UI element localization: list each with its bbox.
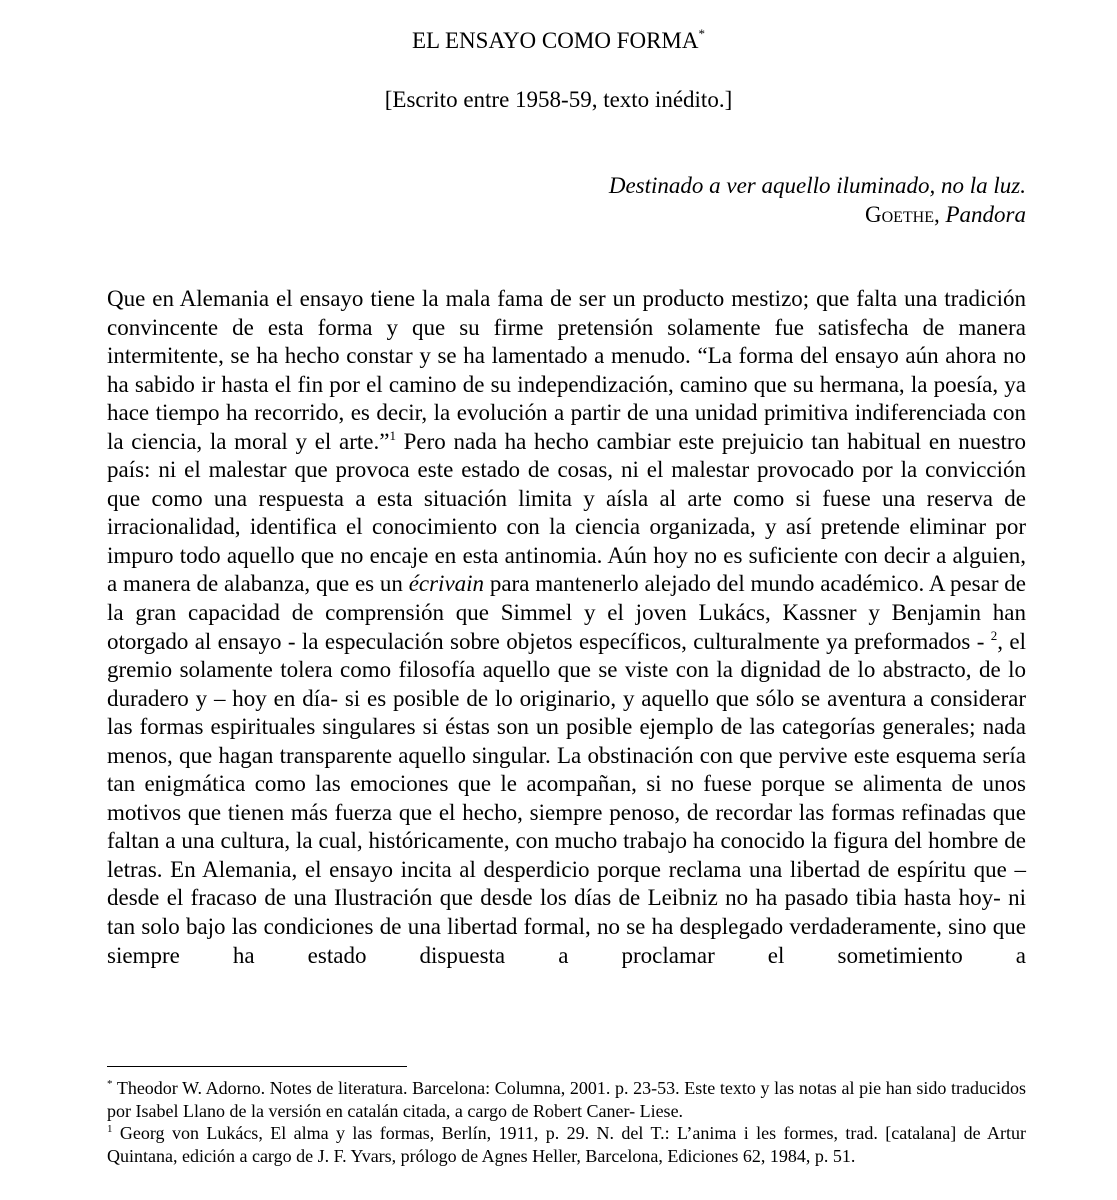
epigraph	[326, 171, 1026, 229]
epigraph-work: Pandora	[945, 202, 1026, 227]
footnote-text-1: Georg von Lukács, El alma y las formas, Berlín, 1911, p. 29. N. del T.: L’anima i les formes, trad. [catalana] de Artur Quintana, edición a cargo de J. F. Yvars, prólogo de Agnes Heller, Barcelona, Ediciones 62, 1984, p. 51.	[107, 1123, 1026, 1166]
footnote-separator	[107, 1066, 407, 1067]
footnote-ref-1[interactable]: 1	[389, 427, 396, 443]
body-paragraph	[107, 285, 1026, 970]
footnote-mark-1: 1	[107, 1123, 113, 1135]
footnote-item	[107, 1077, 1026, 1122]
essay-title	[0, 26, 1117, 56]
footnote-ref-2[interactable]: 2	[990, 627, 998, 643]
essay-title-text: EL ENSAYO COMO FORMA	[412, 28, 699, 53]
epigraph-quote: Destinado a ver aquello iluminado, no la luz.	[608, 173, 1026, 198]
footnote-item	[107, 1122, 1026, 1167]
body-text-part-3: para mantenerlo alejado del mundo académico. A pesar de la gran capacidad de comprensión que Simmel y el joven Lukács, Kassner y Benjamin han otorgado al ensayo - la especulación sobre objetos específicos, culturalmente ya preformados -	[107, 571, 1026, 654]
body-text-part-2: Pero nada ha hecho cambiar este prejuicio tan habitual en nuestro país: ni el malestar que provoca este estado de cosas, ni el malestar provocado por la convicción que como una respuesta a esta situación limita y aísla al arte como si fuese una reserva de irracionalidad, identifica el conocimiento con la ciencia organizada, y así pretende eliminar por impuro todo aquello que no encaje en esta antinomia. Aún hoy no es suficiente con decir a alguien, a manera de alabanza, que es un	[107, 428, 1027, 597]
epigraph-author: Goethe	[864, 202, 934, 227]
essay-subtitle: [Escrito entre 1958-59, texto inédito.]	[384, 87, 733, 112]
footnote-mark-star: *	[107, 1078, 113, 1090]
epigraph-attribution	[326, 200, 1026, 229]
epigraph-separator: ,	[934, 202, 946, 227]
body-text-part-4: , el gremio solamente tolera como filosofía aquello que se viste con la dignidad de lo abstracto, de lo duradero y – hoy en día- si es posible de lo originario, y aquello que sólo se aventura a considerar las formas espirituales singulares si éstas son un posible ejemplo de las categorías generales; nada menos, que hagan transparente aquello singular. La obstinación con que pervive este esquema sería tan enigmática como las emociones que le acompañan, si no fuese porque se alimenta de unos motivos que tienen más fuerza que el hecho, siempre penoso, de recordar las formas refinadas que faltan a una cultura, la cual, históricamente, con mucho trabajo ha conocido la figura del hombre de letras. En Alemania, el ensayo incita al desperdicio porque reclama una libertad de espíritu que – desde el fracaso de una Ilustración que desde los días de Leibniz no ha pasado tibia hasta hoy- ni tan solo bajo las condiciones de una libertad formal, no se ha desplegado verdaderamente, sino que siempre ha estado dispuesta a proclamar el sometimiento a	[107, 628, 1026, 968]
title-footnote-mark[interactable]: *	[698, 26, 705, 41]
footnote-text-star: Theodor W. Adorno. Notes de literatura. Barcelona: Columna, 2001. p. 23-53. Este texto y las notas al pie han sido traducidos por Isabel Llano de la versión en catalán citada, a cargo de Robert Caner- Liese.	[107, 1078, 1026, 1121]
body-text-part-1: Que en Alemania el ensayo tiene la mala fama de ser un producto mestizo; que falta una tradición convincente de esta forma y que su firme pretensión solamente fue satisfecha de manera intermitente, se ha hecho constar y se ha lamentado a menudo. “La forma del ensayo aún ahora no ha sabido ir hasta el fin por el camino de su independización, camino que su hermana, la poesía, ya hace tiempo ha recorrido, es decir, la evolución a partir de una unidad primitiva indiferenciada con la ciencia, la moral y el arte.”	[107, 286, 1026, 454]
body-italic-term: écrivain	[408, 571, 485, 597]
body-text	[107, 285, 1026, 970]
footnotes	[107, 1077, 1026, 1167]
